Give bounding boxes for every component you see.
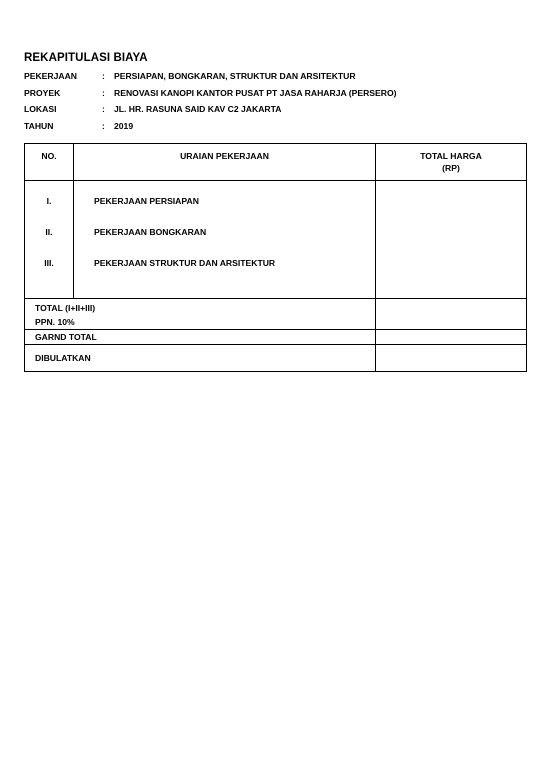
summary-ppn-label: PPN. 10% (25, 315, 376, 330)
item-uraian: PEKERJAAN BONGKARAN (74, 220, 376, 251)
summary-row-total (25, 299, 527, 316)
header-total-line1: TOTAL HARGA (420, 151, 482, 161)
header-total (376, 144, 527, 181)
summary-rounded-label: DIBULATKAN (25, 345, 376, 372)
meta-value: PERSIAPAN, BONGKARAN, STRUKTUR DAN ARSITEKTUR (114, 71, 356, 81)
summary-row-ppn (25, 315, 527, 330)
meta-colon: : (102, 121, 105, 131)
table-header-row (25, 144, 527, 181)
table-spacer (25, 282, 527, 299)
meta-colon: : (102, 71, 105, 81)
table-row (25, 251, 527, 282)
meta-value: 2019 (114, 121, 134, 131)
item-total (376, 189, 527, 220)
meta-label: PEKERJAAN (24, 71, 78, 81)
item-uraian: PEKERJAAN STRUKTUR DAN ARSITEKTUR (74, 251, 376, 282)
item-total (376, 251, 527, 282)
header-uraian: URAIAN PEKERJAAN (74, 144, 376, 181)
summary-grand-value (376, 330, 527, 345)
meta-label: TAHUN (24, 121, 54, 131)
meta-value: RENOVASI KANOPI KANTOR PUSAT PT JASA RAHARJA (PERSERO) (114, 88, 397, 98)
meta-colon: : (102, 104, 105, 114)
summary-total-label: TOTAL (I+II+III) (25, 299, 376, 316)
summary-ppn-value (376, 315, 527, 330)
item-no: III. (25, 251, 74, 282)
summary-row-rounded (25, 345, 527, 372)
meta-label: LOKASI (24, 104, 57, 114)
meta-value: JL. HR. RASUNA SAID KAV C2 JAKARTA (114, 104, 282, 114)
cost-summary-table (24, 143, 527, 372)
summary-row-grand-total (25, 330, 527, 345)
summary-total-value (376, 299, 527, 316)
item-no: I. (25, 189, 74, 220)
header-total-line2: (RP) (442, 163, 460, 173)
table-spacer (25, 181, 527, 190)
summary-grand-label: GARND TOTAL (25, 330, 376, 345)
header-no: NO. (25, 144, 74, 181)
item-total (376, 220, 527, 251)
item-uraian: PEKERJAAN PERSIAPAN (74, 189, 376, 220)
summary-rounded-value (376, 345, 527, 372)
item-no: II. (25, 220, 74, 251)
table-row (25, 220, 527, 251)
meta-colon: : (102, 88, 105, 98)
document-title: REKAPITULASI BIAYA (24, 52, 148, 64)
table-row (25, 189, 527, 220)
meta-label: PROYEK (24, 88, 61, 98)
